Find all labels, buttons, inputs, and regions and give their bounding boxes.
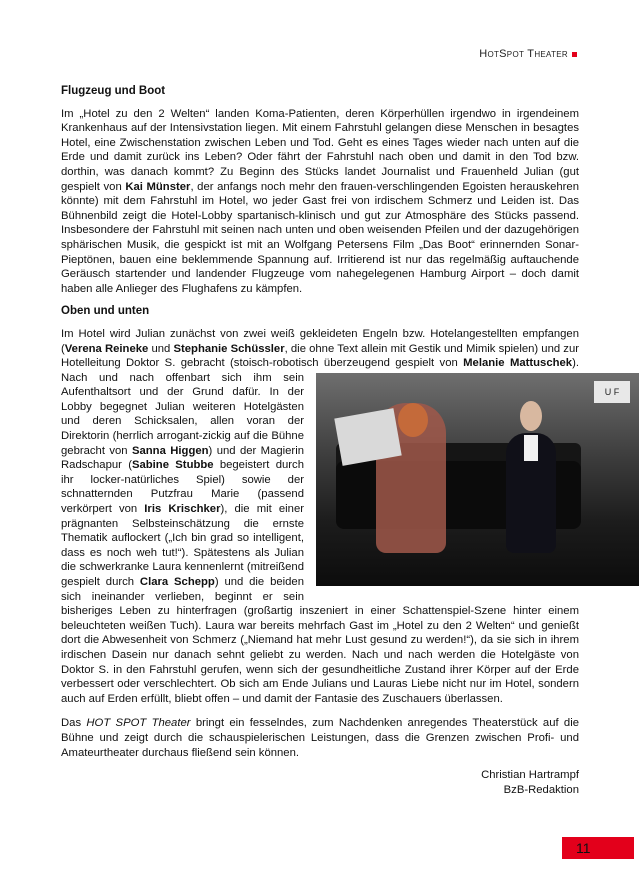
actor-name: Iris Krischker xyxy=(144,503,221,516)
text-run: Das xyxy=(61,717,87,730)
photo-shirt xyxy=(524,435,538,461)
text-run: , die ohne Text allein mit Gestik und Mimik spielen) und zur Hotelleitung Doktor S. gebracht (stoisch-robotisch überzeugend gespielt von xyxy=(61,342,579,370)
text-run: bringt ein fesselndes, zum Nachdenken anregendes Theaterstück auf die Bühne und zeigt durch die schauspielerischen Leistungen, dass die Grenzen zwischen Profi- und Amateurtheater durchaus fließend sein können. xyxy=(61,717,579,759)
page-number: 11 xyxy=(562,837,634,859)
text-run: begeistert durch ihr locker-natürliches Spiel) sowie der schnatternden Putzfrau Marie (passend verkörpert von xyxy=(61,459,304,516)
actor-name: Sanna Higgen xyxy=(131,444,209,457)
signature-block xyxy=(61,768,579,797)
actor-name: Clara Schepp xyxy=(139,576,215,588)
actor-name: Stephanie Schüssler xyxy=(173,342,285,355)
brand-square-icon xyxy=(572,52,577,57)
paragraph-3 xyxy=(61,716,579,760)
actor-name: Verena Reineke xyxy=(64,342,149,355)
stage-photo xyxy=(316,373,639,586)
section-heading-2: Oben und unten xyxy=(61,305,150,318)
photo-actress-1-head xyxy=(398,403,428,437)
text-run: Im Hotel wird Julian zunächst von zwei weiß gekleideten Engeln bzw. Hotelangestellten empfangen ( xyxy=(61,327,579,355)
photo-actress-2-head xyxy=(520,401,542,431)
text-run: , der anfangs noch mehr den frauen-verschlingenden Egoisten herauskehren könnte) mit dem Fahrstuhl im Hotel, wo jeder Gast frei von irdischem Schmerz und Leiden ist. Das Bühnenbild zeigt die Hotel-Lobby spartanisch-klinisch und gut zur Atmosphäre des Stücks passend. Insbesondere der Fahrstuhl mit seinen nach unten und oben weisenden Pfeilen und der dazugehörigen sphärischen Musik, die gespickt ist mit an Wolfgang Petersens Film „Das Boot“ erinnernden Sonar-Pieptönen, bauen eine beklemmende Spannung auf. Irritierend ist nur das regelmäßig auftauchende Geräusch startender und landender Flugzeuge vom nahegelegenen Hamburg Airport – doch damit haben alle Anlieger des Flughafens zu kämpfen. xyxy=(61,180,579,295)
text-run: ). Nach und nach offenbart sich ihm sein Aufenthaltsort und der Grund dafür. In der Lobby begegnet Julian weiteren Hotelgästen und deren Schicksalen, allen voran der Direktorin (herrlich arrogant-zickig auf die Bühne gebracht von xyxy=(61,357,579,457)
photo-newspaper xyxy=(334,408,401,466)
text-run: und xyxy=(148,342,174,355)
text-run: ) und der Magierin Radschapur ( xyxy=(61,444,304,472)
article-body xyxy=(61,84,620,797)
paragraph-1 xyxy=(61,107,579,297)
actor-name: Melanie Mattuschek xyxy=(463,357,573,370)
actor-name: Kai Münster xyxy=(125,180,191,193)
author-org: BzB-Redaktion xyxy=(503,783,579,796)
text-run: ), die mit einer prägnanten Selbsteinschätzung die ernste Thematik auflockert („Ich bin grad so intelligent, dass es noch weh tut!“). Spätestens als Julian die schwerkranke Laura kennenlernt (mitreißend gespielt durch xyxy=(61,503,304,588)
header-title: HotSpot Theater xyxy=(479,48,568,60)
paragraph-2 xyxy=(61,327,620,706)
actor-name: Sabine Stubbe xyxy=(131,459,214,472)
author-name: Christian Hartrampf xyxy=(481,769,579,782)
text-run: ) und die beiden sich ineinander verlieben, beginnt er sein bisheriges Leben zu hinterfragen (großartig inszeniert in einer Schattenspiel-Szene hinter einem beleuchteten weißen Tuch). Laura war bereits mehrfach Gast im „Hotel zu den 2 Welten“ und genießt dort die Abwesenheit von Schmerz („Niemand hat mehr Lust gesund zu werden!“), da sie sich in ihrem irdischen Dasein nur danach sehnt geliebt zu werden. Nach und nach werden die Hotelgäste von Doktor S. in den Fahrstuhl gerufen, wenn sich der gesundheitliche Zustand ihrer Körper auf der Erde verbessert oder verschlechtert. Ob sich am Ende Julians und Lauras Liebe nicht nur im Hotel, sondern auch auf Erden erfüllt, bliebt offen – und damit der Fantasie des Zuschauers überlassen. xyxy=(61,576,579,705)
text-run: Im „Hotel zu den 2 Welten“ landen Koma-Patienten, deren Körperhüllen irgendwo in irgendeinem Krankenhaus auf der Intensivstation liegen. Mit einem Fahrstuhl gelangen diese Menschen in besagtes Hotel, eine Zwischenstation zwischen Leben und Tod. Geht es eines Tages wieder nach unten auf die Erde und damit zurück ins Leben? Oder fährt der Fahrstuhl nach oben und damit in den Tod bzw. dorthin, was danach kommt? Zu Beginn des Stücks landet Journalist und Frauenheld Julian (gut gespielt von xyxy=(61,107,579,193)
elevator-sign: U F xyxy=(594,381,630,403)
running-header xyxy=(479,48,577,60)
theater-name: HOT SPOT Theater xyxy=(86,717,191,730)
section-heading-1: Flugzeug und Boot xyxy=(61,85,166,97)
